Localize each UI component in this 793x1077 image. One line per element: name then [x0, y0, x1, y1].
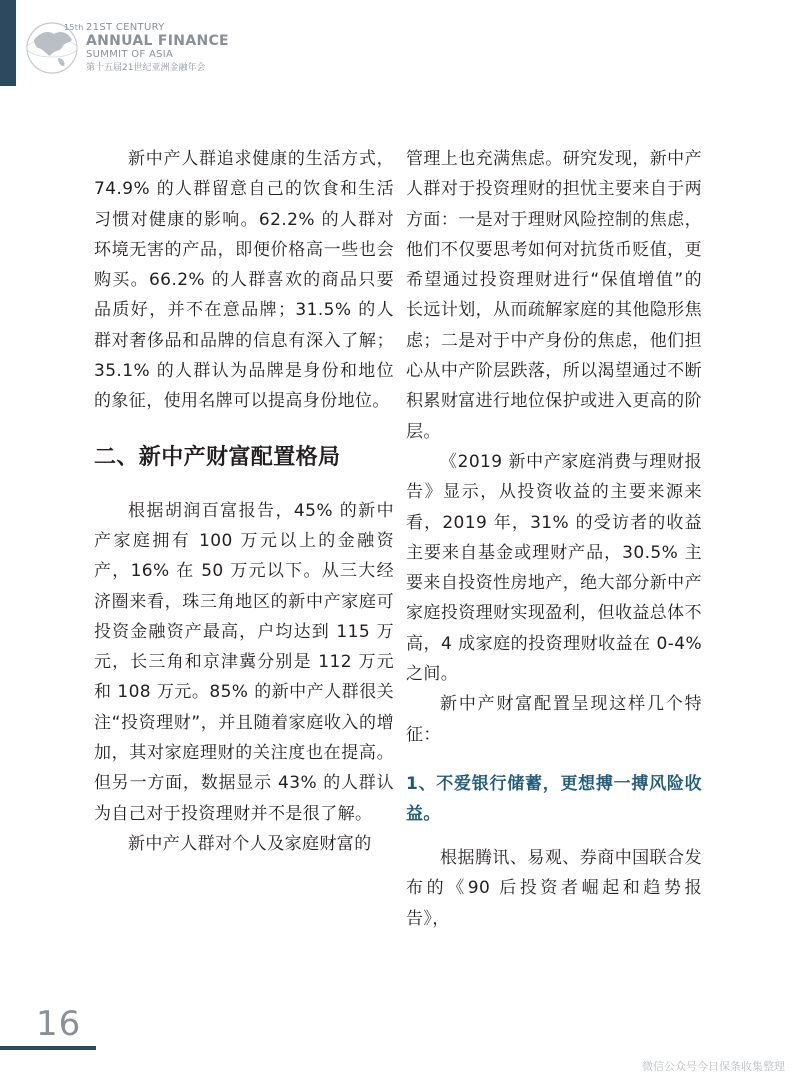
left-paragraph-3: 新中产人群对个人及家庭财富的 [128, 833, 372, 854]
left-paragraph-1: 新中产人群追求健康的生活方式，74.9% 的人群留意自己的饮食和生活习惯对健康的影响。62.2% 的人群对环境无害的产品，即便价格高一些也会购买。66.2% 的人群喜欢的商品只要品质好，并不在意品牌；31.5% 的人群对奢侈品和品牌的信息有深入了解；35.1% 的人群认为品牌是身份和地位的象征，使用名牌可以提高身份地位。 [94, 149, 394, 412]
logo-line-summit: SUMMIT OF ASIA [86, 49, 174, 60]
logo-line-chinese: 第十五届21世纪亚洲金融年会 [86, 63, 206, 73]
footer-rule [0, 1046, 96, 1050]
right-paragraph-3: 新中产财富配置呈现这样几个特征： [406, 694, 702, 745]
left-paragraph-2: 根据胡润百富报告，45% 的新中产家庭拥有 100 万元以上的金融资产，16% 在 50 万元以下。从三大经济圈来看，珠三角地区的新中产家庭可投资金融资产最高，户均达到 115 万元，长三角和京津冀分别是 112 万元和 108 万元。85% 的新中产人群很关注“投资理财”，并且随着家庭收入的增加，其对家庭理财的关注度也在提高。但另一方面，数据显示 43% 的人群认为自己对于投资理财并不是很了解。 [94, 500, 394, 824]
logo-line-century: 21ST CENTURY [86, 22, 165, 33]
right-column [406, 144, 702, 934]
header-corner-tab [0, 0, 16, 86]
section-title: 二、新中产财富配置格局 [94, 444, 341, 470]
logo-edition: 15th [64, 23, 84, 32]
right-paragraph-4: 根据腾讯、易观、券商中国联合发布的《90 后投资者崛起和趋势报告》， [406, 847, 702, 929]
logo-line-annual-finance: ANNUAL FINANCE [86, 33, 229, 49]
summit-logo-text [64, 22, 229, 74]
sub-title: 1、不爱银行储蓄，更想搏一搏风险收益。 [406, 773, 702, 824]
left-column [94, 144, 394, 859]
watermark: 微信公众号今日保条收集整理 [642, 1060, 785, 1073]
right-paragraph-2: 《2019 新中产家庭消费与理财报告》显示，从投资收益的主要来源来看，2019 年，31% 的受访者的收益主要来自基金或理财产品，30.5% 主要来自投资性房地产，绝大部分新中产家庭投资理财实现盈利，但收益总体不高，4 成家庭的投资理财收益在 0-4% 之间。 [406, 451, 702, 685]
right-paragraph-1: 管理上也充满焦虑。研究发现，新中产人群对于投资理财的担忧主要来自于两方面：一是对于理财风险控制的焦虑，他们不仅要思考如何对抗货币贬值，更希望通过投资理财进行“保值增值”的长远计划，从而疏解家庭的其他隐形焦虑；二是对于中产身份的焦虑，他们担心从中产阶层跌落，所以渴望通过不断积累财富进行地位保护或进入更高的阶层。 [406, 149, 702, 442]
page-number: 16 [36, 1004, 82, 1044]
